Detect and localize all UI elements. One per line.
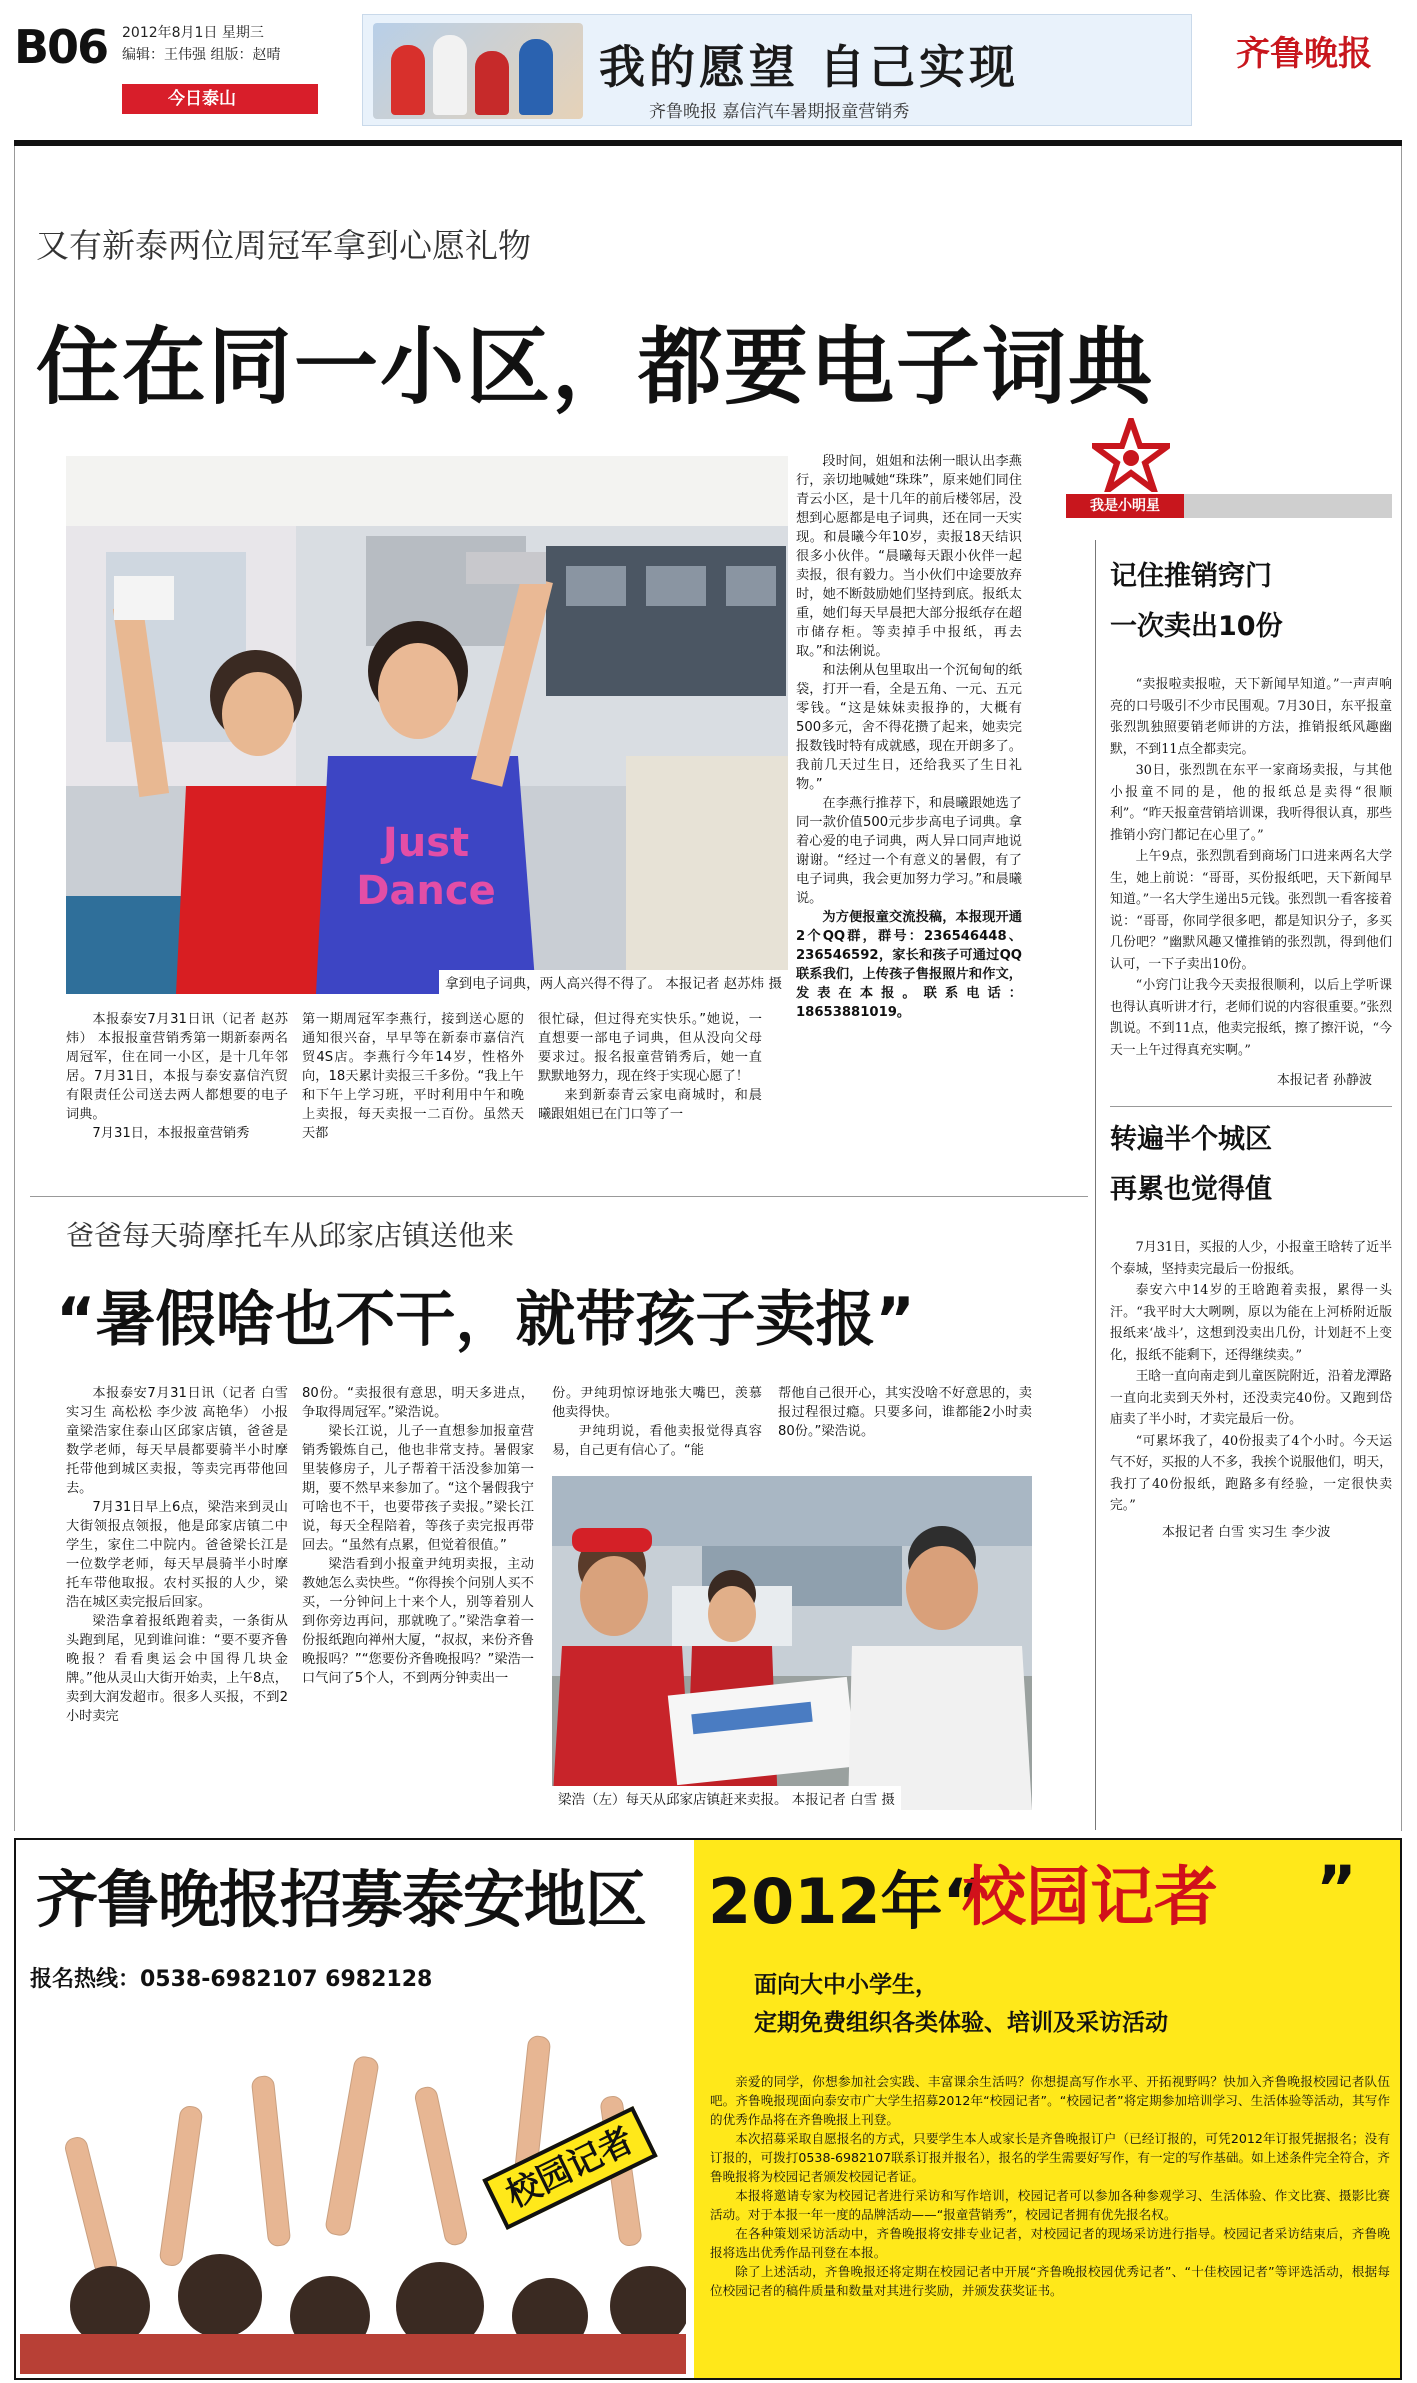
section-label: 今日泰山 xyxy=(122,84,318,114)
star-badge-icon xyxy=(1092,418,1170,492)
story2-paragraph: 梁浩看到小报童尹纯玥卖报，主动教她怎么卖快些。“你得挨个问别人买不买，一分钟问上十来个人，别等着别人到你旁边再问，那就晚了。”梁浩拿着一份报纸跑向禅州大厦，“叔叔，来份齐鲁晚报吗？”“您要份齐鲁晚报吗？”梁浩一口气问了5个人，不到两分钟卖出一 xyxy=(302,1557,534,1686)
sidebar-byline-1: 本报记者 孙静波 xyxy=(1276,1073,1372,1088)
story2-column-1 xyxy=(66,1384,288,1726)
ad-stamp: 校园记者 xyxy=(482,2106,658,2230)
ad-raised-hands-image xyxy=(20,2016,686,2374)
sidebar-paragraph: “可累坏我了，40份报卖了4个小时。今天运气不好，买报的人不多，我挨个说服他们，明天，我打了40份报纸，跑路多有经验，一定很快卖完。” xyxy=(1110,1433,1392,1513)
story1-column-3 xyxy=(538,1010,762,1124)
story2-paragraph: 梁长江说，儿子一直想参加报童营销秀锻炼自己，他也非常支持。暑假家里装修房子，儿子帮着干活没参加第一期，要不然早来参加了。“这个暑假我宁可啥也不干，也要带孩子卖报。”梁长江说，每天全程陪着，等孩子卖完报再带回去。“虽然有点累，但觉着很值。” xyxy=(302,1424,534,1553)
sidebar-story-2 xyxy=(1110,1237,1392,1517)
sidebar-paragraph: “小窍门让我今天卖报很顺利，以后上学听课也得认真听讲才行，老师们说的内容很重要。”张烈凯说。不到11点，他卖完报纸，擦了擦汗说，“今天一上午过得真充实啊。” xyxy=(1110,978,1392,1058)
story2-column-2 xyxy=(302,1384,534,1688)
story1-column-2 xyxy=(302,1010,524,1143)
editors-line: 编辑：王伟强 组版：赵晴 xyxy=(122,47,281,63)
newspaper-logo: 齐鲁晚报 xyxy=(1236,34,1372,74)
story2-photo-caption: 梁浩（左）每天从邱家店镇赶来卖报。 本报记者 白雪 摄 xyxy=(552,1786,901,1810)
story2-paragraph: 本报泰安7月31日讯（记者 白雪 实习生 高松松 李少波 高艳华） 小报童梁浩家住泰山区邱家店镇，爸爸是数学老师，每天早晨都要骑半小时摩托带他到城区卖报，等卖完再带他回去。 xyxy=(66,1386,288,1496)
sidebar-paragraph: 上午9点，张烈凯看到商场门口进来两名大学生，她上前说：“哥哥，买份报纸吧，天下新闻早知道。”一名大学生递出5元钱。张烈凯一看客接着说：“哥哥，你同学很多吧，都是知识分子，多买几份吧？”幽默风趣又懂推销的张烈凯，得到他们认可，一下子卖出10份。 xyxy=(1110,849,1392,972)
ad-subtitle xyxy=(754,1966,1168,2042)
ad-paragraph: 本次招募采取自愿报名的方式，只要学生本人或家长是齐鲁晚报订户（已经订报的，可凭2012年订报凭据报名；没有订报的，可拨打0538-6982107联系订报并报名），报名的学生需要好写作，有一定的写作基础。如上述条件完全符合，齐鲁晚报将为校园记者颁发校园记者证。 xyxy=(710,2131,1390,2184)
issue-date: 2012年8月1日 星期三 xyxy=(122,25,264,41)
story2-paragraph: 80份。“卖报很有意思，明天多进点，争取得周冠军。”梁浩说。 xyxy=(302,1386,534,1420)
story1-headline: 住在同一小区，都要电子词典 xyxy=(36,318,1155,416)
story-divider xyxy=(30,1196,1088,1197)
ad-title: 齐鲁晚报招募泰安地区 xyxy=(36,1863,647,1936)
story2-kicker: 爸爸每天骑摩托车从邱家店镇送他来 xyxy=(66,1219,515,1252)
sidebar-paragraph: “卖报啦卖报啦，天下新闻早知道。”一声声响亮的口号吸引不少市民围观。7月30日，东平报童张烈凯独照要销老师讲的方法，推销报纸风趣幽默，不到11点全都卖完。 xyxy=(1110,677,1392,757)
svg-text:Dance: Dance xyxy=(356,868,496,914)
ad-subtitle-line-1: 面向大中小学生， xyxy=(754,1972,938,1998)
ad-paragraph: 在各种策划采访活动中，齐鲁晚报将安排专业记者，对校园记者的现场采访进行指导。校园记者采访结束后，齐鲁晚报将选出优秀作品刊登在本报。 xyxy=(710,2226,1390,2260)
story1-column-right xyxy=(796,452,1022,1022)
sidebar-paragraph: 7月31日，买报的人少，小报童王晗转了近半个泰城，坚持卖完最后一份报纸。 xyxy=(1110,1240,1392,1277)
ad-title-close-quote: ” xyxy=(1316,1852,1357,1925)
story1-column-1 xyxy=(66,1010,288,1143)
story1-photo xyxy=(66,456,788,994)
ad-body xyxy=(710,2072,1390,2300)
sidebar-byline-2: 本报记者 白雪 实习生 李少波 xyxy=(1162,1524,1331,1540)
raised-hands-illustration xyxy=(20,2016,686,2374)
story1-kicker: 又有新泰两位周冠军拿到心愿礼物 xyxy=(36,226,531,265)
story2-paragraph: 梁浩拿着报纸跑着卖，一条街从头跑到尾，见到谁问谁：“要不要齐鲁晚报？看看奥运会中国得几块金牌。”他从灵山大街开始卖，上午8点，卖到大润发超市。很多人买报，不到2小时卖完 xyxy=(66,1614,288,1724)
story2-column-4 xyxy=(778,1384,1032,1441)
sidebar xyxy=(1110,552,1392,1540)
story2-headline: “暑假啥也不干，就带孩子卖报” xyxy=(56,1285,915,1355)
sidebar-paragraph: 30日，张烈凯在东平一家商场卖报，与其他小报童不同的是，他的报纸总是卖得“很顺利”。“昨天报童营销培训课，我听得很认真，那些推销小窍门都记在心里了。” xyxy=(1110,763,1392,843)
sidebar-headline-2 xyxy=(1110,1115,1392,1215)
story1-paragraph: 和法俐从包里取出一个沉甸甸的纸袋，打开一看，全是五角、一元、五元零钱。“这是妹妹卖报挣的，大概有500多元，舍不得花攒了起来，她卖完报数钱时特有成就感，现在开朗多了。我前几天过生日，还给我买了生日礼物。” xyxy=(796,663,1022,792)
ad-title-highlight: 校园记者 xyxy=(962,1860,1218,1935)
story2-column-3 xyxy=(552,1384,762,1460)
story1-paragraph: 很忙碌，但过得充实快乐。”她说，一直想要一部电子词典，但从没向父母要求过。报名报童营销秀后，她一直默默地努力，现在终于实现心愿了！ xyxy=(538,1012,762,1084)
story2-paragraph: 尹纯玥说，看他卖报觉得真容易，自己更有信心了。“能 xyxy=(552,1424,762,1458)
page-number: B06 xyxy=(14,20,108,74)
ad-paragraph: 本报将邀请专家为校园记者进行采访和写作培训，校园记者可以参加各种参观学习、生活体验、作文比赛、摄影比赛活动。对于本报一年一度的品牌活动——“报童营销秀”，校园记者拥有优先报名权。 xyxy=(710,2188,1390,2222)
ad-paragraph: 亲爱的同学，你想参加社会实践、丰富课余生活吗？你想提高写作水平、开拓视野吗？快加入齐鲁晚报校园记者队伍吧。齐鲁晚报现面向泰安市广大学生招募2012年“校园记者”。“校园记者”将定期参加培训学习、生活体验等活动，其写作的优秀作品将在齐鲁晚报上刊登。 xyxy=(710,2074,1390,2127)
story1-photo-caption: 拿到电子词典，两人高兴得不得了。 本报记者 赵苏炜 摄 xyxy=(439,970,788,994)
story1-paragraph: 段时间，姐姐和法俐一眼认出李燕行，亲切地喊她“珠珠”，原来她们同住青云小区，是十几年的前后楼邻居，没想到心愿都是电子词典，还在同一天实现。和晨曦今年10岁，卖报18天结识很多小伙伴。“晨曦每天跟小伙伴一起卖报，很有毅力。当小伙们中途要放弃时，她不断鼓励她们坚持到底。报纸太重，她们每天早晨把大部分报纸存在超市储存柜。等卖掉手中报纸，再去取。”和法俐说。 xyxy=(796,454,1022,659)
sidebar-divider xyxy=(1095,540,1096,1830)
sidebar-paragraph: 泰安六中14岁的王晗跑着卖报，累得一头汗。“我平时大大咧咧，原以为能在上河桥附近版报纸来‘战斗’，这想到没卖出几份，计划赶不上变化，报纸不能剩下，还得继续卖。” xyxy=(1110,1283,1392,1363)
story1-paragraph: 本报泰安7月31日讯（记者 赵苏炜） 本报报童营销秀第一期新泰两名周冠军，住在同一小区，是十几年邻居。7月31日，本报与泰安嘉信汽贸有限责任公司送去两人都想要的电子词典。 xyxy=(66,1012,288,1122)
sidebar-paragraph: 王晗一直向南走到儿童医院附近，沿着龙潭路一直向北卖到天外村，还没卖完40份。又跑到岱庙卖了半小时，才卖完最后一份。 xyxy=(1110,1369,1392,1427)
banner-slogan: 我的愿望 自己实现 xyxy=(599,40,1020,94)
story1-paragraph: 在李燕行推荐下，和晨曦跟她选了同一款价值500元步步高电子词典。拿着心爱的电子词典，两人异口同声地说谢谢。“经过一个有意义的暑假，有了电子词典，我会更加努力学习。”和晨曦说。 xyxy=(796,796,1022,906)
story2-paragraph: 份。尹纯玥惊讶地张大嘴巴，羡慕他卖得快。 xyxy=(552,1386,762,1420)
svg-text:Just: Just xyxy=(382,820,470,866)
story1-qq-note: 为方便报童交流投稿，本报现开通2个QQ群，群号：236546448、236546592，家长和孩子可通过QQ联系我们，上传孩子售报照片和作文，发表在本报。联系电话：18653881019。 xyxy=(796,910,1022,1020)
page-meta xyxy=(122,22,280,66)
store-scene-image xyxy=(66,456,788,994)
street-scene-image xyxy=(552,1476,1032,1810)
story2-paragraph: 7月31日早上6点，梁浩来到灵山大街领报点领报，他是邱家店镇二中学生，家住二中院内。爸爸梁长江是一位数学老师，每天早晨骑半小时摩托车带他取报。农村买报的人少，梁浩在城区卖完报后回家。 xyxy=(66,1500,288,1610)
sidebar-headline-1 xyxy=(1110,552,1392,652)
sidebar-story-1 xyxy=(1110,674,1392,1061)
sidebar-divider-line xyxy=(1110,1106,1392,1107)
page-header xyxy=(0,0,1417,132)
ad-hotline: 报名热线：0538-6982107 6982128 xyxy=(30,1967,433,1992)
ad-subtitle-line-2: 定期免费组织各类体验、培训及采访活动 xyxy=(754,2010,1168,2036)
sidebar-headline-1-line-2: 一次卖出10份 xyxy=(1110,611,1283,642)
ad-paragraph: 除了上述活动，齐鲁晚报还将定期在校园记者中开展“齐鲁晚报校园优秀记者”、“十佳校园记者”等评选活动，根据每位校园记者的稿件质量和数量对其进行奖励，并颁发获奖证书。 xyxy=(710,2264,1390,2298)
promo-banner xyxy=(362,14,1192,126)
sidebar-headline-1-line-1: 记住推销窍门 xyxy=(1110,561,1272,592)
sidebar-headline-2-line-1: 转遍半个城区 xyxy=(1110,1124,1272,1155)
sidebar-title-bar xyxy=(1170,494,1392,518)
story1-paragraph: 第一期周冠军李燕行，接到送心愿的通知很兴奋，早早等在新泰市嘉信汽贸4S店。李燕行今年14岁，性格外向，18天累计卖报三千多份。“我上午和下午上学习班，平时利用中午和晚上卖报，每天卖报一二百份。虽然天天都 xyxy=(302,1012,524,1141)
ad-title-year: 2012年“ xyxy=(708,1865,984,1938)
story1-paragraph: 7月31日，本报报童营销秀 xyxy=(92,1126,250,1141)
sidebar-headline-2-line-2: 再累也觉得值 xyxy=(1110,1174,1272,1205)
story2-photo xyxy=(552,1476,1032,1810)
banner-kids-photo xyxy=(373,23,583,119)
banner-subtitle: 齐鲁晚报 嘉信汽车暑期报童营销秀 xyxy=(649,102,910,122)
story2-paragraph: 帮他自己很开心，其实没啥不好意思的，卖报过程很过瘾。只要多问，谁都能2小时卖80份。”梁浩说。 xyxy=(778,1386,1032,1439)
recruitment-ad xyxy=(14,1838,1402,2380)
story1-paragraph: 来到新泰青云家电商城时，和晨曦跟姐姐已在门口等了一 xyxy=(538,1088,762,1122)
sidebar-badge-label: 我是小明星 xyxy=(1066,494,1184,518)
